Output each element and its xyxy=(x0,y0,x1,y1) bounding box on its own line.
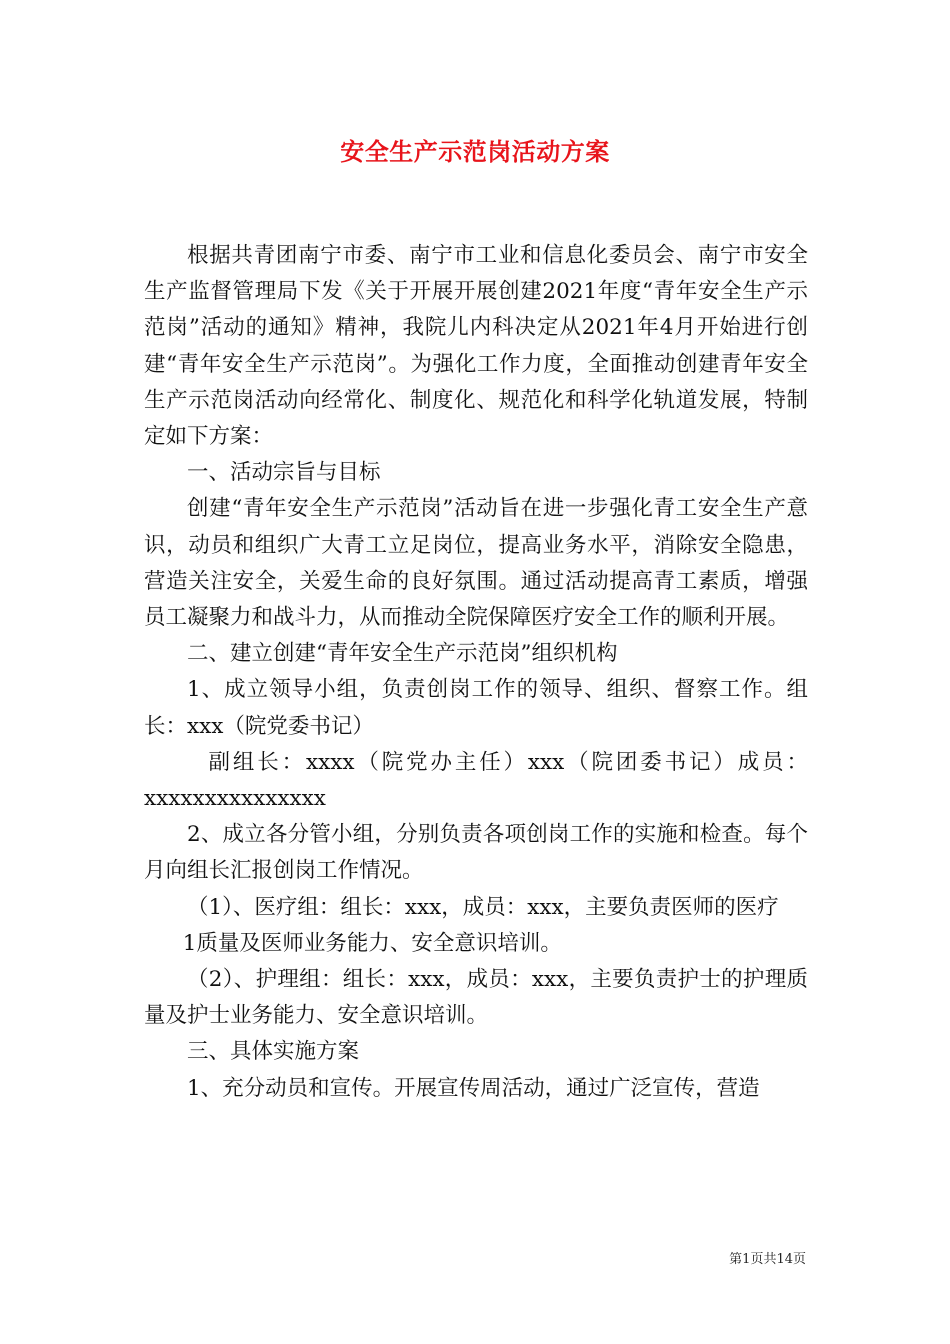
section-heading-3: 三、具体实施方案 xyxy=(187,1039,360,1065)
paragraph-nursing-group: （2）、护理组：组长：xxx，成员：xxx，主要负责护士的护理质量及护士业务能力、安全意识培训。 xyxy=(144,967,808,1029)
page-number: 第1页共14页 xyxy=(729,1252,806,1267)
section-heading-2: 二、建立创建“青年安全生产示范岗”组织机构 xyxy=(187,641,618,667)
paragraph-intro: 根据共青团南宁市委、南宁市工业和信息化委员会、南宁市安全生产监督管理局下发《关于开展开展创建2021年度“青年安全生产示范岗”活动的通知》精神，我院儿内科决定从2021年4月开始进行创建“青年安全生产示范岗”。为强化工作力度，全面推动创建青年安全生产示范岗活动向经常化、制度化、规范化和科学化轨道发展，特制定如下方案： xyxy=(144,243,808,450)
document-body xyxy=(144,238,808,1107)
paragraph-purpose: 创建“青年安全生产示范岗”活动旨在进一步强化青工安全生产意识，动员和组织广大青工立足岗位，提高业务水平，消除安全隐患，营造关注安全，关爱生命的良好氛围。通过活动提高青工素质，增强员工凝聚力和战斗力，从而推动全院保障医疗安全工作的顺利开展。 xyxy=(144,496,808,631)
paragraph-medical-group: （1）、医疗组：组长：xxx，成员：xxx，主要负责医师的医疗 xyxy=(187,894,779,920)
paragraph-leadership-group: 1、成立领导小组，负责创岗工作的领导、组织、督察工作。组长：xxx（院党委书记） xyxy=(144,677,808,739)
paragraph-mobilization: 1、充分动员和宣传。开展宣传周活动，通过广泛宣传，营造 xyxy=(187,1075,760,1101)
paragraph-subgroups: 2、成立各分管小组，分别负责各项创岗工作的实施和检查。每个月向组长汇报创岗工作情况。 xyxy=(144,822,808,884)
section-heading-1: 一、活动宗旨与目标 xyxy=(187,460,381,486)
paragraph-medical-quality: 1质量及医师业务能力、安全意识培训。 xyxy=(182,930,562,956)
document-title: 安全生产示范岗活动方案 xyxy=(340,137,610,166)
paragraph-members: 副组长：xxxx（院党办主任）xxx（院团委书记）成员：xxxxxxxxxxxxxxx xyxy=(144,749,808,812)
